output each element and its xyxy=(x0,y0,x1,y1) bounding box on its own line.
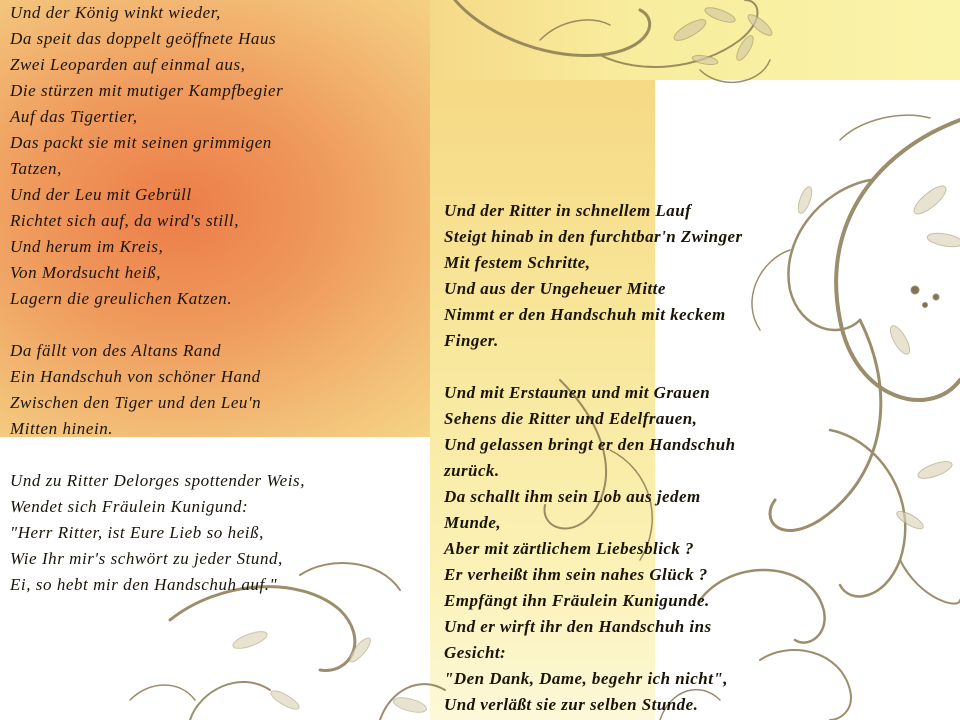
stanza-break xyxy=(10,442,305,468)
poem-line: Wie Ihr mir's schwört zu jeder Stund, xyxy=(10,549,283,568)
poem-line: Steigt hinab in den furchtbar'n Zwinger xyxy=(444,227,743,246)
poem-line: Die stürzen mit mutiger Kampfbegier xyxy=(10,81,284,100)
poem-line: Richtet sich auf, da wird's still, xyxy=(10,211,240,230)
top-leaf-cluster xyxy=(671,5,774,66)
poem-line: Von Mordsucht heiß, xyxy=(10,263,161,282)
poem-line: Finger. xyxy=(444,331,499,350)
poem-left-column xyxy=(10,0,305,598)
poem-line: Nimmt er den Handschuh mit keckem xyxy=(444,305,726,324)
poem-line: Und der Ritter in schnellem Lauf xyxy=(444,201,692,220)
poem-line: Und zu Ritter Delorges spottender Weis, xyxy=(10,471,306,490)
poem-line: Zwischen den Tiger und den Leu'n xyxy=(10,393,262,412)
poem-line: Ei, so hebt mir den Handschuh auf." xyxy=(10,575,278,594)
right-leaf-cluster xyxy=(796,182,960,532)
poem-line: Da fällt von des Altans Rand xyxy=(10,341,222,360)
poem-line: Und mit Erstaunen und mit Grauen xyxy=(444,383,711,402)
poem-line: Das packt sie mit seinen grimmigen xyxy=(10,133,272,152)
poem-line: Und gelassen bringt er den Handschuh xyxy=(444,435,736,454)
poem-line: Zwei Leoparden auf einmal aus, xyxy=(10,55,246,74)
poem-line: "Herr Ritter, ist Eure Lieb so heiß, xyxy=(10,523,264,542)
poem-line: zurück. xyxy=(444,461,500,480)
poem-line: Gesicht: xyxy=(444,643,507,662)
poem-line: Und verläßt sie zur selben Stunde. xyxy=(444,695,699,714)
poem-line: "Den Dank, Dame, begehr ich nicht", xyxy=(444,669,728,688)
poem-line: Und der König winkt wieder, xyxy=(10,3,221,22)
right-swirl-ornament xyxy=(752,115,960,603)
stanza-break xyxy=(444,354,743,380)
poem-line: Er verheißt ihm sein nahes Glück ? xyxy=(444,565,708,584)
poem-line: Ein Handschuh von schöner Hand xyxy=(10,367,261,386)
poem-line: Da speit das doppelt geöffnete Haus xyxy=(10,29,277,48)
poem-line: Und der Leu mit Gebrüll xyxy=(10,185,192,204)
poem-line: Und er wirft ihr den Handschuh ins xyxy=(444,617,712,636)
poem-line: Sehens die Ritter und Edelfrauen, xyxy=(444,409,698,428)
poem-line: Mit festem Schritte, xyxy=(444,253,591,272)
stanza-break xyxy=(10,312,305,338)
poem-line: Aber mit zärtlichem Liebesblick ? xyxy=(444,539,694,558)
poem-line: Empfängt ihn Fräulein Kunigunde. xyxy=(444,591,710,610)
poem-line: Wendet sich Fräulein Kunigund: xyxy=(10,497,249,516)
poem-line: Mitten hinein. xyxy=(10,419,114,438)
poem-line: Da schallt ihm sein Lob aus jedem xyxy=(444,487,701,506)
poem-line: Tatzen, xyxy=(10,159,62,178)
poem-line: Und aus der Ungeheuer Mitte xyxy=(444,279,666,298)
poem-line: Auf das Tigertier, xyxy=(10,107,138,126)
poem-line: Munde, xyxy=(444,513,502,532)
poem-line: Lagern die greulichen Katzen. xyxy=(10,289,233,308)
poem-right-column xyxy=(444,198,743,718)
poem-line: Und herum im Kreis, xyxy=(10,237,164,256)
